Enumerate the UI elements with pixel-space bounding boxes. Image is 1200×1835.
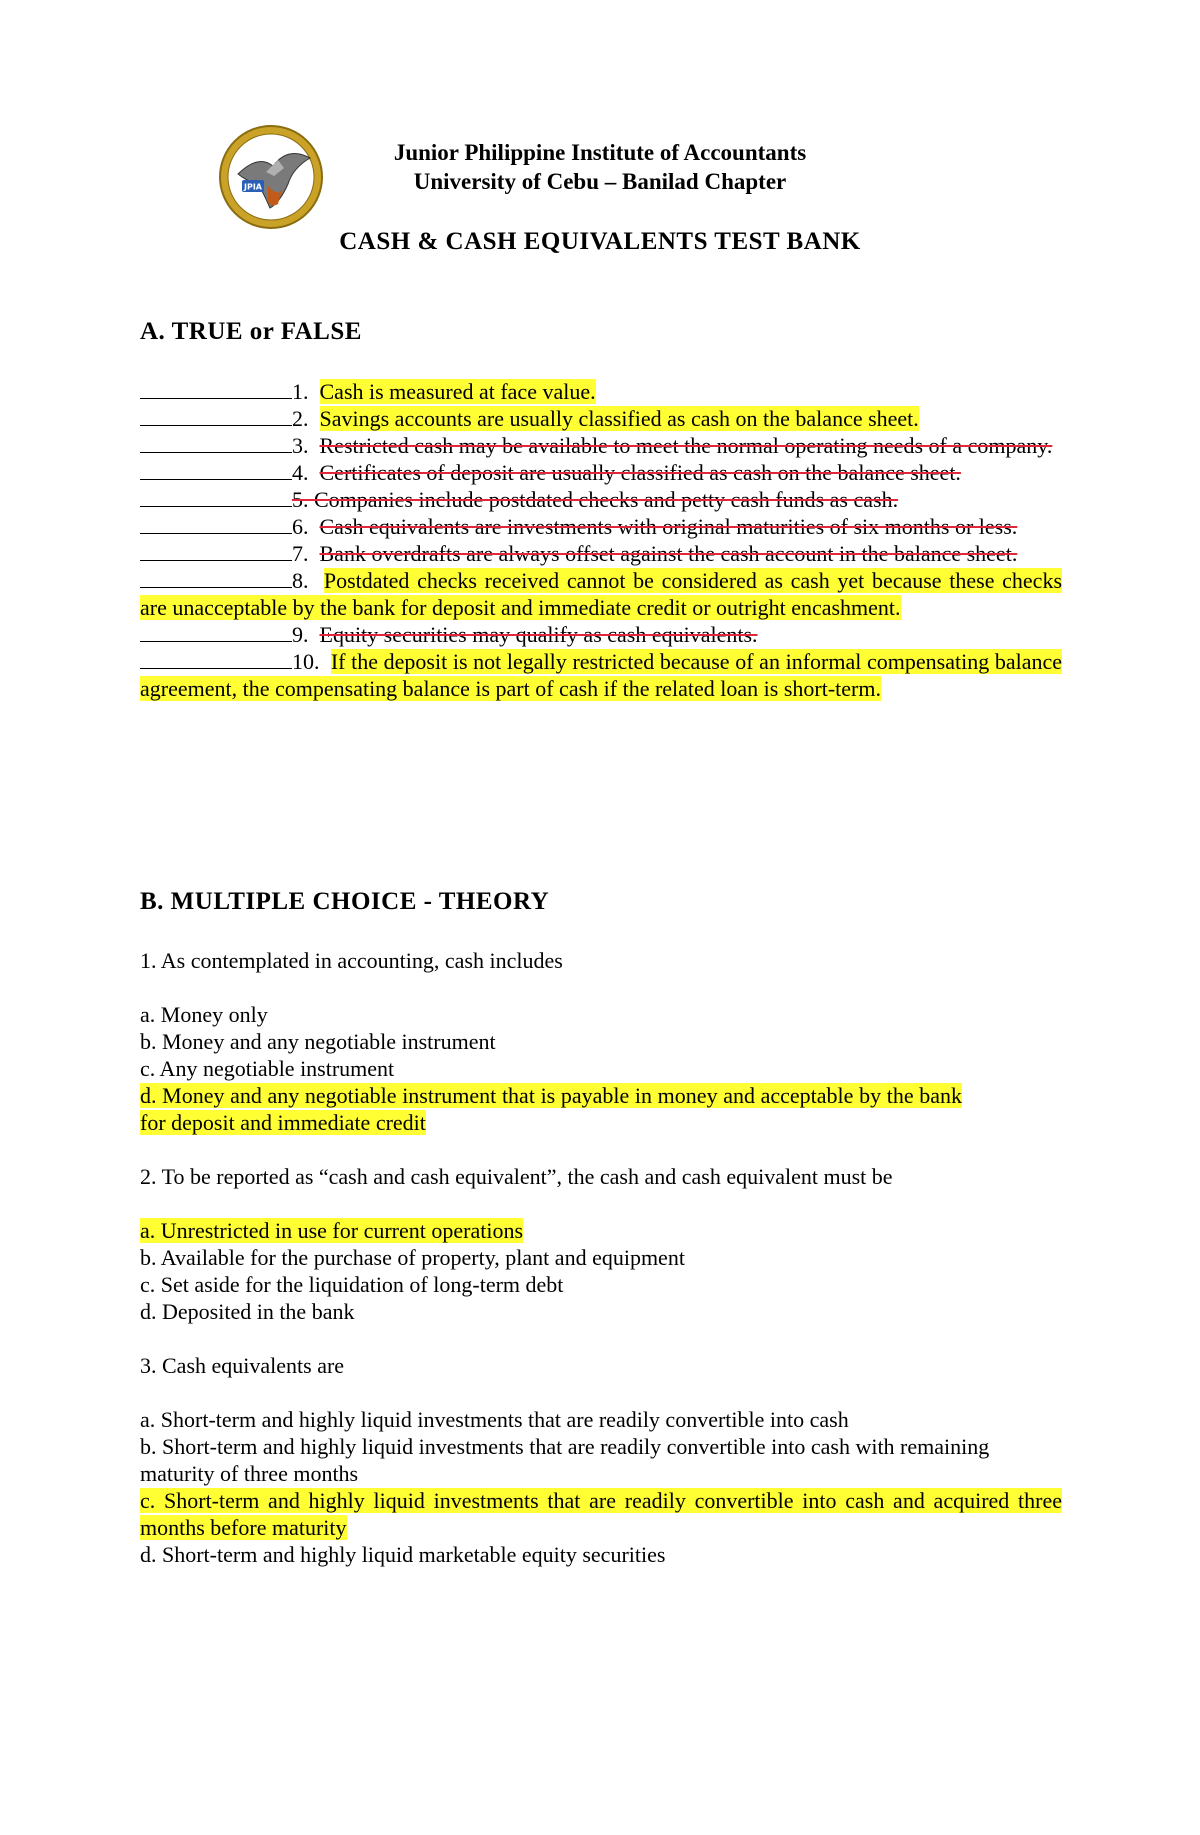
tf-item-4: 4. Certificates of deposit are usually classified as cash on the balance sheet.	[140, 459, 1062, 486]
option-2c: c. Set aside for the liquidation of long-term debt	[140, 1272, 564, 1297]
option-1c: c. Any negotiable instrument	[140, 1056, 395, 1081]
tf-item-6: 6. Cash equivalents are investments with original maturities of six months or less.	[140, 513, 1062, 540]
org-header	[320, 138, 880, 196]
answer-blank[interactable]	[140, 488, 292, 507]
answer-blank[interactable]	[140, 569, 292, 588]
multiple-choice-list	[140, 947, 1062, 1568]
answer-blank[interactable]	[140, 650, 292, 669]
option-3b: b. Short-term and highly liquid investments that are readily convertible into cash with remaining maturity of three months	[140, 1434, 990, 1486]
option-3c: c. Short-term and highly liquid investments that are readily convertible into cash and acquired three months before maturity	[140, 1488, 1062, 1540]
option-2d: d. Deposited in the bank	[140, 1299, 355, 1324]
section-b-title: B. MULTIPLE CHOICE - THEORY	[140, 888, 550, 915]
answer-blank[interactable]	[140, 515, 292, 534]
answer-blank[interactable]	[140, 434, 292, 453]
tf-item-5: 5. Companies include postdated checks and petty cash funds as cash.	[140, 486, 1062, 513]
question-1: 1. As contemplated in accounting, cash includes	[140, 948, 563, 973]
tf-item-7: 7. Bank overdrafts are always offset against the cash account in the balance sheet.	[140, 540, 1062, 567]
option-3d: d. Short-term and highly liquid marketable equity securities	[140, 1542, 666, 1567]
answer-blank[interactable]	[140, 623, 292, 642]
option-3a: a. Short-term and highly liquid investments that are readily convertible into cash	[140, 1407, 849, 1432]
section-a-title: A. TRUE or FALSE	[140, 318, 362, 345]
option-2a: a. Unrestricted in use for current operations	[140, 1218, 524, 1243]
chapter-name: University of Cebu – Banilad Chapter	[413, 169, 787, 194]
org-name: Junior Philippine Institute of Accountants	[393, 140, 807, 165]
option-1a: a. Money only	[140, 1002, 268, 1027]
option-2b: b. Available for the purchase of property, plant and equipment	[140, 1245, 685, 1270]
tf-item-2: 2. Savings accounts are usually classified as cash on the balance sheet.	[140, 405, 1062, 432]
jpia-logo	[218, 124, 324, 230]
tf-item-1: 1. Cash is measured at face value.	[140, 378, 1062, 405]
tf-item-3: 3. Restricted cash may be available to meet the normal operating needs of a company.	[140, 432, 1062, 459]
answer-blank[interactable]	[140, 407, 292, 426]
question-2: 2. To be reported as “cash and cash equivalent”, the cash and cash equivalent must be	[140, 1164, 893, 1189]
tf-item-9: 9. Equity securities may qualify as cash equivalents.	[140, 621, 1062, 648]
answer-blank[interactable]	[140, 542, 292, 561]
tf-item-10: 10. If the deposit is not legally restricted because of an informal compensating balance agreement, the compensating balance is part of cash if the related loan is short-term.	[140, 649, 1063, 701]
question-3: 3. Cash equivalents are	[140, 1353, 345, 1378]
option-1d: d. Money and any negotiable instrument that is payable in money and acceptable by the bank for deposit and immediate credit	[140, 1083, 962, 1135]
tf-item-8: 8. Postdated checks received cannot be considered as cash yet because these checks are unacceptable by the bank for deposit and immediate credit or outright encashment.	[140, 568, 1063, 620]
document-title: CASH & CASH EQUIVALENTS TEST BANK	[339, 228, 861, 255]
answer-blank[interactable]	[140, 461, 292, 480]
answer-blank[interactable]	[140, 380, 292, 399]
option-1b: b. Money and any negotiable instrument	[140, 1029, 496, 1054]
true-false-list	[140, 378, 1062, 702]
svg-text:JPIA: JPIA	[243, 182, 263, 192]
